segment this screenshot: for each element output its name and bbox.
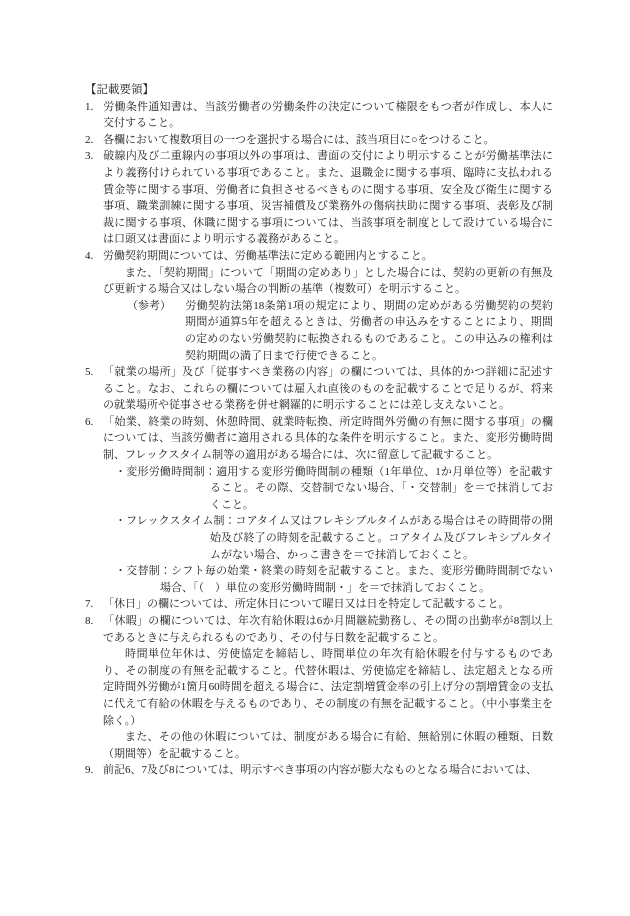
item-4-text: 労働契約期間については、労働基準法に定める範囲内とすること。 [103, 249, 433, 262]
list-item-6-bullet-1 [85, 464, 553, 514]
list-item-4-sub [85, 265, 553, 298]
item-1-number: 1. [85, 100, 94, 113]
item-8-sub1-text: 時間単位年休は、労使協定を締結し、時間単位の年次有給休暇を付与するものであり、その制度の有無を記載すること。代替休暇は、労使協定を締結し、法定超えとなる所定時間外労働が1箇月60時間を超える場合に、法定割増賃金率の引上げ分の割増賃金の支払に代えて有給の休暇を与えるものであり、その制度の有無を記載すること。（中小事業主を除く。） [103, 648, 553, 727]
item-5-number: 5. [85, 366, 94, 379]
item-9-number: 9. [85, 764, 94, 777]
item-8-text: 「休暇」の欄については、年次有給休暇は6か月間継続勤務し、その間の出勤率が8割以上であるときに与えられるものであり、その付与日数を記載すること。 [103, 615, 553, 644]
item-8-number: 8. [85, 615, 94, 627]
list-item-1 [85, 99, 553, 132]
list-item-7 [85, 596, 553, 613]
page-title: 【記載要領】 [85, 84, 154, 96]
item-8-sub2-text: また、その他の休暇については、制度がある場合に有給、無給別に休暇の種類、日数（期間等）を記載すること。 [103, 731, 553, 760]
item-7-text: 「休日」の欄については、所定休日について曜日又は日を特定して記載すること。 [103, 598, 510, 611]
reference-text: 労働契約法第18条第1項の規定により、期間の定めがある労働契約の契約期間が通算5年を超えるときは、労働者の申込みをすることにより、期間の定めのない労働契約に転換されるものであること。この申込みの権利は契約期間の満了日まで行使できること。 [185, 299, 553, 362]
item-2-number: 2. [85, 133, 94, 146]
bullet-2-text: ・フレックスタイム制：コアタイム又はフレキシブルタイムがある場合はその時間帯の開始及び終了の時刻を記載すること。コアタイム及びフレキシブルタイムがない場合、かっこ書きを＝で抹消しておくこと。 [115, 515, 553, 561]
item-5-text: 「就業の場所」及び「従事すべき業務の内容」の欄については、具体的かつ詳細に記述すること。なお、これらの欄については雇入れ直後のものを記載することで足りるが、将来の就業場所や従事させる業務を併せ網羅的に明示することには差し支えないこと。 [103, 366, 553, 412]
bullet-3-text: ・交替制：シフト毎の始業・終業の時刻を記載すること。また、変形労働時間制でない場合、「（ ）単位の変形労働時間制・」を＝で抹消しておくこと。 [115, 565, 553, 594]
list-item-8-sub1 [85, 646, 553, 729]
list-item-5 [85, 364, 553, 414]
item-6-number: 6. [85, 415, 94, 428]
item-2-text: 各欄において複数項目の一つを選択する場合には、該当項目に○をつけること。 [103, 133, 495, 146]
list-item-6-bullet-3 [85, 563, 553, 596]
list-item-4-reference [85, 298, 553, 364]
item-4-sub-text: また、「契約期間」について「期間の定めあり」とした場合には、契約の更新の有無及び更新する場合又はしない場合の判断の基準（複数可）を明示すること。 [103, 266, 553, 296]
list-item-2 [85, 132, 553, 149]
list-item-8 [85, 613, 553, 646]
list-item-9 [85, 762, 553, 779]
item-1-text: 労働条件通知書は、当該労働者の労働条件の決定について権限をもつ者が作成し、本人に交付すること。 [103, 100, 553, 130]
list-item-6 [85, 414, 553, 464]
list-item-4 [85, 248, 553, 265]
item-6-text: 「始業、終業の時刻、休憩時間、就業時転換、所定時間外労働の有無に関する事項」の欄については、当該労働者に適用される具体的な条件を明示すること。また、変形労働時間制、フレックスタイム制等の適用がある場合には、次に留意して記載すること。 [103, 415, 553, 462]
bullet-1-text: ・変形労働時間制：適用する変形労働時間制の種類（1年単位、1か月単位等）を記載すること。その際、交替制でない場合、「・交替制」を＝で抹消しておくこと。 [115, 465, 553, 511]
item-3-number: 3. [85, 150, 94, 163]
list-item-3 [85, 148, 553, 248]
item-9-text: 前記6、7及び8については、明示すべき事項の内容が膨大なものとなる場合においては、 [103, 764, 538, 777]
list-item-6-bullet-2 [85, 513, 553, 563]
item-7-number: 7. [85, 598, 94, 611]
reference-label: （参考） [127, 299, 171, 312]
item-4-number: 4. [85, 249, 94, 262]
item-3-text: 破線内及び二重線内の事項以外の事項は、書面の交付により明示することが労働基準法により義務付けられている事項であること。また、退職金に関する事項、臨時に支払われる賃金等に関する事項、労働者に負担させるべきものに関する事項、安全及び衛生に関する事項、職業訓練に関する事項、災害補償及び業務外の傷病扶助に関する事項、表彰及び制裁に関する事項、休職に関する事項については、当該事項を制度として設けている場合には口頭又は書面により明示する義務があること。 [103, 150, 553, 246]
list-item-8-sub2 [85, 729, 553, 762]
